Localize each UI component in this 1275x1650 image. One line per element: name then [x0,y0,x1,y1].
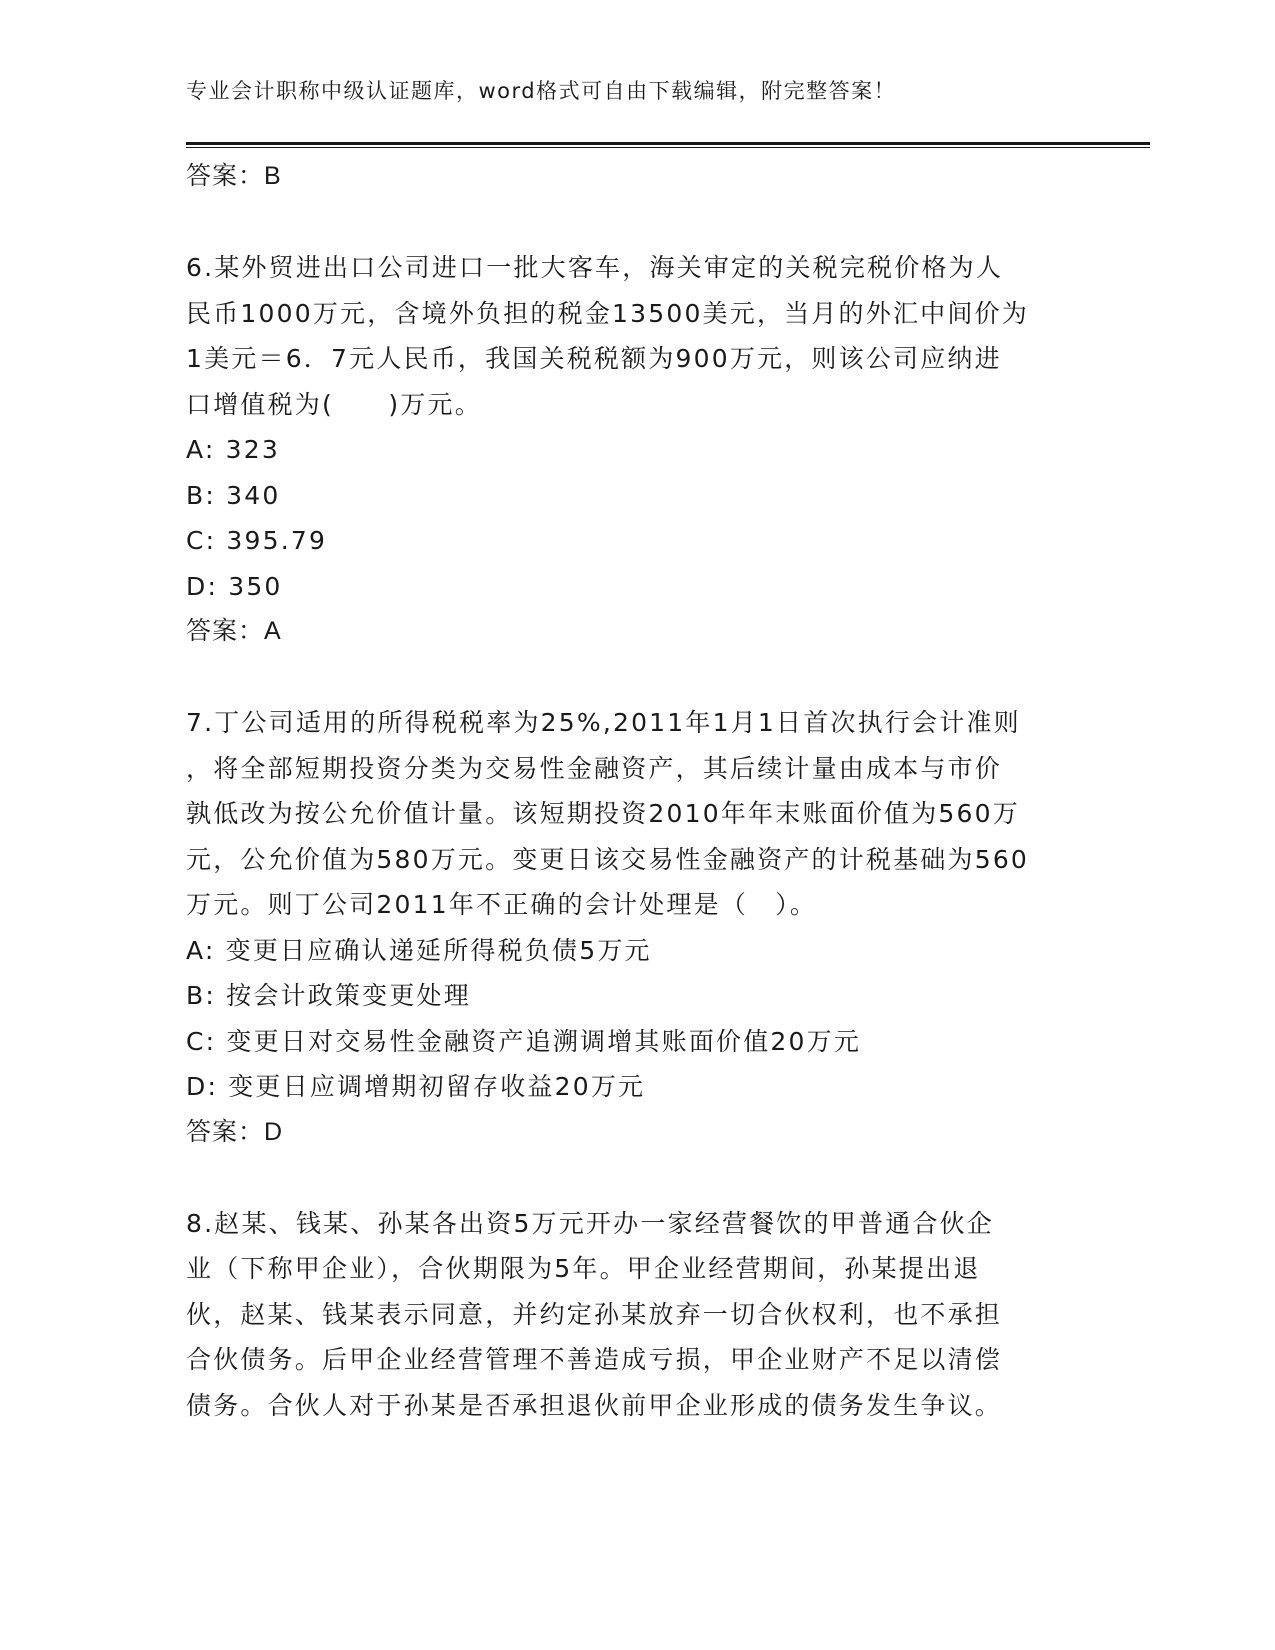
page-header-text: 专业会计职称中级认证题库，word格式可自由下载编辑，附完整答案！ [186,79,897,103]
question-8-line-1: 8.赵某、钱某、孙某各出资5万元开办一家经营餐饮的甲普通合伙企 [186,1208,994,1238]
question-7-line-4: 元，公允价值为580万元。变更日该交易性金融资产的计税基础为560 [186,844,1030,874]
question-7-line-1: 7.丁公司适用的所得税税率为25%,2011年1月1日首次执行会计准则 [186,708,1021,737]
question-8-line-3: 伙，赵某、钱某表示同意，并约定孙某放弃一切合伙权利，也不承担 [186,1299,1003,1329]
question-6-line-4: 口增值税为( )万元。 [186,389,482,419]
question-8-line-2: 业（下称甲企业），合伙期限为5年。甲企业经营期间，孙某提出退 [186,1254,981,1283]
question-6-line-1: 6.某外贸进出口公司进口一批大客车，海关审定的关税完税价格为人 [186,253,1004,282]
question-6 [186,245,1086,655]
question-7 [186,700,1086,1155]
question-6-option-a: A: 323 [186,435,280,464]
question-6-line-3: 1美元＝6．7元人民币，我国关税税额为900万元，则该公司应纳进 [186,344,1002,373]
paragraph-gap [186,655,1086,701]
question-7-answer: 答案：D [186,1117,284,1146]
question-6-line-2: 民币1000万元，含境外负担的税金13500美元，当月的外汇中间价为 [186,298,1029,328]
answer-line-q5: 答案：B [186,162,282,190]
question-7-option-c: C: 变更日对交易性金融资产追溯调增其账面价值20万元 [186,1026,862,1056]
question-8 [186,1201,1086,1429]
document-body [186,154,1086,1428]
header-divider [186,142,1150,148]
paragraph-gap [186,200,1086,246]
question-7-option-d: D: 变更日应调增期初留存收益20万元 [186,1072,646,1101]
question-6-option-b: B: 340 [186,480,281,510]
question-8-line-5: 债务。合伙人对于孙某是否承担退伙前甲企业形成的债务发生争议。 [186,1390,1003,1420]
question-7-line-5: 万元。则丁公司2011年不正确的会计处理是（ ）。 [186,890,818,919]
question-6-option-d: D: 350 [186,571,283,601]
question-8-line-4: 合伙债务。后甲企业经营管理不善造成亏损，甲企业财产不足以清偿 [186,1345,1003,1374]
question-7-line-2: ，将全部短期投资分类为交易性金融资产，其后续计量由成本与市价 [186,753,1003,783]
question-7-option-b: B: 按会计政策变更处理 [186,981,471,1010]
question-7-line-3: 孰低改为按公允价值计量。该短期投资2010年年末账面价值为560万 [186,799,1020,828]
question-7-option-a: A: 变更日应确认递延所得税负债5万元 [186,935,652,965]
question-6-answer: 答案：A [186,617,282,645]
paragraph-gap [186,1155,1086,1201]
question-6-option-c: C: 395.79 [186,526,328,555]
